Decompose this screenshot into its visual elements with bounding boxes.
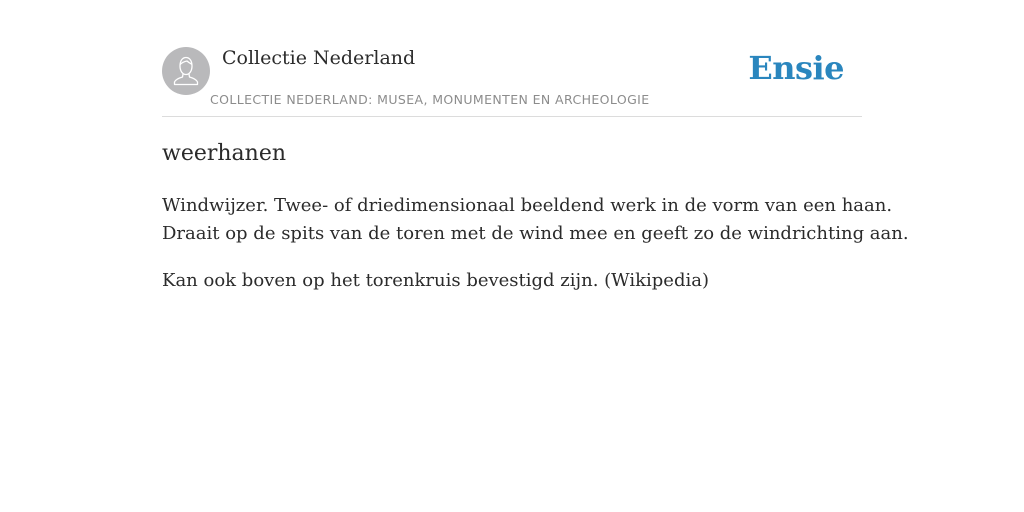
source-subtitle: COLLECTIE NEDERLAND: MUSEA, MONUMENTEN EN ARCHEOLOGIE bbox=[210, 92, 650, 107]
author-link[interactable]: Collectie Nederland bbox=[222, 47, 416, 69]
definition-note-paragraph: Kan ook boven op het torenkruis bevestigd zijn. (Wikipedia) bbox=[162, 270, 709, 291]
entry-header bbox=[162, 0, 862, 117]
definition-paragraph bbox=[162, 192, 909, 248]
user-avatar-icon[interactable] bbox=[162, 47, 210, 95]
definition-line-2: Draait op de spits van de toren met de wind mee en geeft zo de windrichting aan. bbox=[162, 223, 909, 244]
entry-term: weerhanen bbox=[162, 141, 287, 166]
entry-definition bbox=[162, 192, 909, 314]
person-outline-icon bbox=[162, 47, 210, 95]
entry-card bbox=[162, 0, 909, 512]
ensie-logo[interactable]: Ensie bbox=[748, 49, 844, 87]
definition-line-1: Windwijzer. Twee- of driedimensionaal beeldend werk in de vorm van een haan. bbox=[162, 195, 893, 216]
